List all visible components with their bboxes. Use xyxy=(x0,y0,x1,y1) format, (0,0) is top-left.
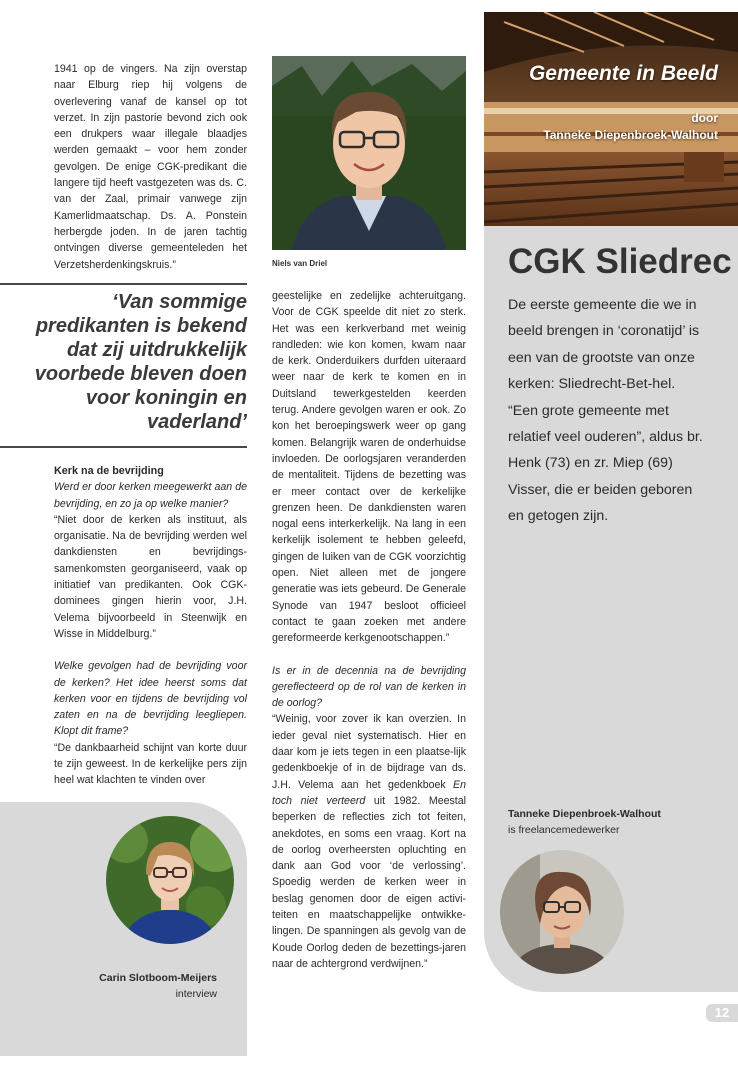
subheading: Kerk na de bevrijding xyxy=(54,465,164,477)
pull-quote: ‘Van sommige predikanten is bekend dat zij uitdrukkelijk voorbede bleven doen voor koningin en vaderland’ xyxy=(34,291,247,433)
middle-column-text xyxy=(272,288,466,972)
page-number: 12 xyxy=(706,1004,738,1022)
question: Welke gevolgen had de bevrijding voor de kerken? Het idee heerst soms dat kerken voor en tijdens de bevrijding vol zaten en na de bevrijding leegliepen. Klopt dit frame? xyxy=(54,660,247,738)
interviewer-panel xyxy=(0,802,247,1056)
byline-author: Tanneke Diepenbroek-Walhout xyxy=(543,128,718,142)
author-role: is freelancemedewerker xyxy=(508,824,620,836)
left-column-bottom-text xyxy=(54,463,247,789)
answer: “De dankbaarheid schijnt van korte duur te zijn geweest. In de kerkelijke pers zijn heel wat klachten te vinden over xyxy=(54,741,247,787)
author-name: Tanneke Diepenbroek-Walhout xyxy=(508,808,661,820)
byline-label: door xyxy=(691,111,718,125)
byline xyxy=(484,110,718,144)
author-credit xyxy=(508,806,661,838)
interviewer-role: interview xyxy=(175,988,217,1000)
intro-text: De eerste gemeente die we in beeld brengen in ‘coronatijd’ is een van de grootste van onze kerken: Sliedrecht-Bet-hel. “Een grote gemeente met relatief veel ouderen”, aldus br. Henk (73) en zr. Miep (69) Visser, die er beiden geboren en getogen zijn. xyxy=(508,297,703,525)
quote-top-rule xyxy=(0,283,247,285)
interviewer-photo xyxy=(106,816,234,944)
interviewer-name: Carin Slotboom-Meijers xyxy=(99,972,217,984)
book-title: En toch niet verteerd xyxy=(272,778,466,807)
question: Werd er door kerken meegewerkt aan de bevrijding, en zo ja op welke manier? xyxy=(54,481,247,510)
section-title: Gemeente in Beeld xyxy=(528,62,718,85)
paragraph: 1941 op de vingers. Na zijn overstap naar Elburg riep hij volgens de overlevering vanaf de kansel op tot verzet. In zijn pastorie bevond zich ook een drukpers waar illegale blaadjes werden gemaakt – voor hem zonder gevolgen. De enige CGK-predikant die langere tijd heeft vastgezeten was ds. C. van der Zaal, primair vanwege zijn Kamerlidmaatschap. Ds. A. Ponstein herbergde joden. In de jaren tachtig ontvingen diverse gemeenteleden het Verzetsherdenkingskruis.” xyxy=(54,63,247,271)
question: Is er in de decennia na de bevrijding gereflecteerd op de rol van de kerken in de oorlog? xyxy=(272,664,466,710)
portrait-photo xyxy=(272,56,466,250)
answer: “Weinig, voor zover ik kan overzien. In ieder geval niet systematisch. Hier en daar kom je iets tegen in een plaatse-lijk gedenkboekje of in de bijdrage van ds. J.H. Velema aan het gedenkboek En toch niet verteerd uit 1982. Meestal beperken de reflecties zich tot feiten, anekdotes, en soms een vraag. Kort na de oorlog overheersten opluchting en dank aan God voor ‘de verlossing’. Spoedig werden de kerken weer in beslag genomen door de eigen activi-teiten en maatschappelijke ontwikke-lingen. De spanningen als gevolg van de Koude Oorlog deden de bezettings-jaren naar de achtergrond verdwijnen.” xyxy=(272,713,466,970)
photo-caption: Niels van Driel xyxy=(272,259,328,268)
headline: CGK Sliedrec xyxy=(508,242,732,281)
author-photo xyxy=(500,850,624,974)
left-column-top-text xyxy=(54,61,247,273)
paragraph: geestelijke en zedelijke achteruitgang. Voor de CGK speelde dit niet zo sterk. Het was een kerkverband met weinig randleden: wie kon komen, kwam naar de kerk. Onderduikers durfden uiteraard weer naar de kerk te komen en in Duitsland tewerkgestelden keerden terug. Andere gevolgen waren er ook. Zo kon het beroepingswerk weer op gang komen. Belangrijk waren de onderhuidse invloeden. De oorlogsjaren veranderden de mentaliteit. Tijdens de bezetting was er meer contact over de kerkelijke grenzen heen. De dankdiensten waren nogal eens interkerkelijk. Na lang in een kerkelijk isolement te hebben geleefd, gingen de luiken van de CGK voorzichtig open. Niet alleen met de jongere generatie was iets gebeurd. De Generale Synode van 1947 besloot officieel contact te gaan zoeken met andere gereformeerde kerkgenootschappen.” xyxy=(272,290,466,645)
quote-bottom-rule xyxy=(0,446,247,448)
answer: “Niet door de kerken als instituut, als organisatie. Na de bevrijding werden wel dankdiensten en bevrijdings-samenkomsten georganiseerd, vaak op initiatief van predikanten. Ook CGK-dominees gingen hierin voor, J.H. Velema bijvoorbeeld in Steenwijk en Wisse in Middelburg.” xyxy=(54,513,247,640)
interviewer-credit xyxy=(0,970,217,1002)
